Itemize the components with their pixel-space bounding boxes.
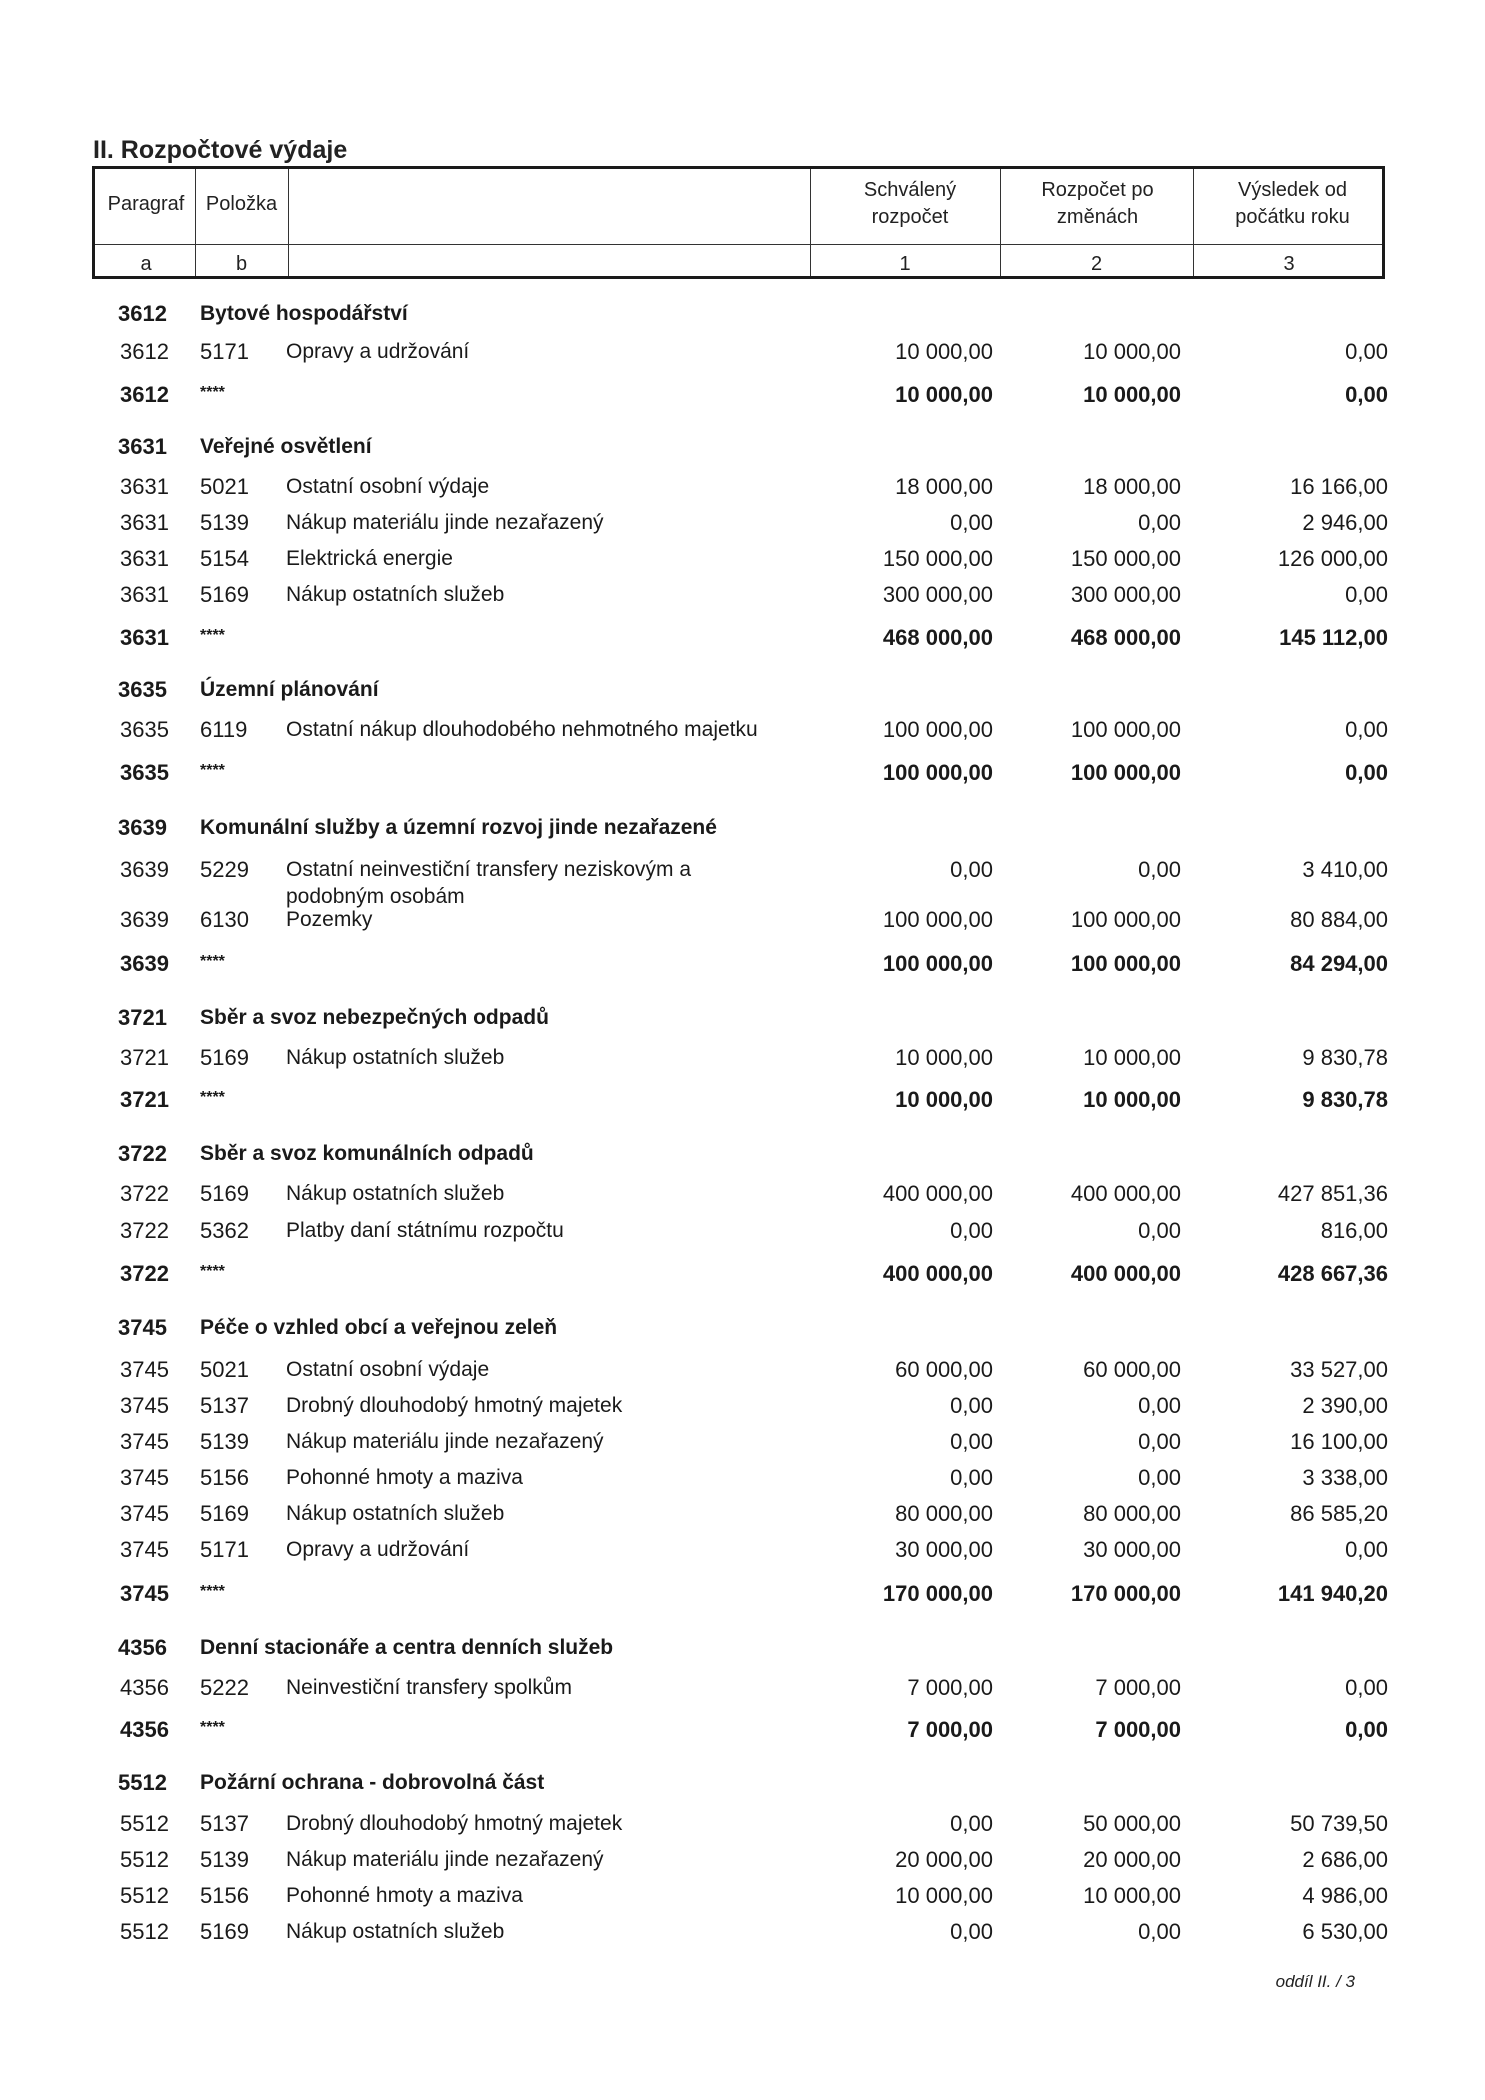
amended-budget-cell: 10 000,00	[1083, 1045, 1181, 1070]
total-row	[0, 377, 1485, 413]
group-title: Požární ochrana - dobrovolná část	[200, 1771, 545, 1794]
polozka-cell: ****	[200, 384, 225, 401]
total-row	[0, 1712, 1485, 1748]
ytd-result-cell: 16 166,00	[1290, 474, 1388, 499]
approved-budget-cell: 60 000,00	[895, 1357, 993, 1382]
item-description: Pohonné hmoty a maziva	[286, 1466, 523, 1489]
paragraf-cell: 5512	[120, 1847, 169, 1872]
ytd-result-cell: 0,00	[1345, 760, 1388, 785]
item-description: Pohonné hmoty a maziva	[286, 1884, 523, 1907]
paragraf-cell: 3745	[120, 1465, 169, 1490]
item-description: Opravy a udržování	[286, 1538, 470, 1561]
paragraf-cell: 3635	[120, 717, 169, 742]
polozka-cell: ****	[200, 762, 225, 779]
item-description: Nákup materiálu jinde nezařazený	[286, 1848, 604, 1871]
total-row	[0, 1082, 1485, 1118]
group-title: Péče o vzhled obcí a veřejnou zeleň	[200, 1316, 558, 1339]
total-row	[0, 1256, 1485, 1292]
approved-budget-cell: 100 000,00	[882, 907, 993, 932]
approved-budget-cell: 468 000,00	[882, 625, 993, 650]
approved-budget-cell: 100 000,00	[882, 951, 993, 976]
polozka-cell: ****	[200, 1263, 225, 1280]
approved-budget-cell: 20 000,00	[895, 1847, 993, 1872]
paragraf-cell: 3745	[120, 1501, 169, 1526]
approved-budget-cell: 80 000,00	[895, 1501, 993, 1526]
header-col3: Výsledek od počátku roku	[1235, 179, 1350, 228]
group-heading-row	[0, 1310, 1485, 1346]
paragraf-cell: 3745	[120, 1581, 169, 1606]
polozka-cell: 5169	[200, 1181, 249, 1206]
ytd-result-cell: 84 294,00	[1290, 951, 1388, 976]
amended-budget-cell: 0,00	[1138, 857, 1181, 882]
ytd-result-cell: 428 667,36	[1277, 1261, 1388, 1286]
polozka-cell: 5139	[200, 1429, 249, 1454]
approved-budget-cell: 10 000,00	[895, 382, 993, 407]
amended-budget-cell: 0,00	[1138, 1393, 1181, 1418]
header-idx-1: 1	[899, 253, 911, 275]
total-row	[0, 1576, 1485, 1612]
item-description: Elektrická energie	[286, 547, 453, 570]
amended-budget-cell: 7 000,00	[1095, 1675, 1181, 1700]
group-title: Sběr a svoz nebezpečných odpadů	[200, 1006, 549, 1029]
approved-budget-cell: 10 000,00	[895, 1087, 993, 1112]
paragraf-cell: 3631	[120, 582, 169, 607]
ytd-result-cell: 2 390,00	[1302, 1393, 1388, 1418]
ytd-result-cell: 0,00	[1345, 339, 1388, 364]
table-row	[0, 1388, 1485, 1424]
table-row	[0, 577, 1485, 613]
polozka-cell: 5137	[200, 1393, 249, 1418]
section-title: II. Rozpočtové výdaje	[93, 136, 348, 164]
group-title: Veřejné osvětlení	[200, 435, 372, 458]
table-row	[0, 1914, 1485, 1950]
polozka-cell: 5139	[200, 1847, 249, 1872]
amended-budget-cell: 0,00	[1138, 1919, 1181, 1944]
amended-budget-cell: 0,00	[1138, 1429, 1181, 1454]
approved-budget-cell: 0,00	[950, 1919, 993, 1944]
amended-budget-cell: 10 000,00	[1083, 339, 1181, 364]
ytd-result-cell: 2 946,00	[1302, 510, 1388, 535]
item-description: Nákup materiálu jinde nezařazený	[286, 1430, 604, 1453]
table-row	[0, 902, 1485, 938]
polozka-cell: ****	[200, 1583, 225, 1600]
approved-budget-cell: 7 000,00	[907, 1675, 993, 1700]
ytd-result-cell: 6 530,00	[1302, 1919, 1388, 1944]
table-row	[0, 541, 1485, 577]
table-row	[0, 505, 1485, 541]
item-description: Ostatní osobní výdaje	[286, 475, 490, 498]
group-heading-row	[0, 1000, 1485, 1036]
approved-budget-cell: 0,00	[950, 1393, 993, 1418]
polozka-cell: ****	[200, 953, 225, 970]
amended-budget-cell: 80 000,00	[1083, 1501, 1181, 1526]
paragraf-cell: 3639	[118, 815, 167, 840]
ytd-result-cell: 427 851,36	[1277, 1181, 1388, 1206]
paragraf-cell: 5512	[120, 1883, 169, 1908]
item-description: Drobný dlouhodobý hmotný majetek	[286, 1394, 623, 1417]
amended-budget-cell: 20 000,00	[1083, 1847, 1181, 1872]
amended-budget-cell: 10 000,00	[1083, 1087, 1181, 1112]
table-row	[0, 1806, 1485, 1842]
amended-budget-cell: 10 000,00	[1083, 382, 1181, 407]
approved-budget-cell: 170 000,00	[882, 1581, 993, 1606]
amended-budget-cell: 100 000,00	[1070, 951, 1181, 976]
group-title: Denní stacionáře a centra denních služeb	[200, 1636, 614, 1659]
amended-budget-cell: 0,00	[1138, 510, 1181, 535]
paragraf-cell: 4356	[118, 1635, 167, 1660]
paragraf-cell: 3631	[120, 474, 169, 499]
amended-budget-cell: 10 000,00	[1083, 1883, 1181, 1908]
ytd-result-cell: 145 112,00	[1279, 625, 1388, 650]
ytd-result-cell: 9 830,78	[1302, 1087, 1388, 1112]
amended-budget-cell: 100 000,00	[1070, 907, 1181, 932]
amended-budget-cell: 100 000,00	[1070, 760, 1181, 785]
amended-budget-cell: 30 000,00	[1083, 1537, 1181, 1562]
paragraf-cell: 3745	[120, 1357, 169, 1382]
table-row	[0, 712, 1485, 748]
polozka-cell: 5021	[200, 1357, 249, 1382]
polozka-cell: 5222	[200, 1675, 249, 1700]
polozka-cell: 5139	[200, 510, 249, 535]
group-heading-row	[0, 1630, 1485, 1666]
total-row	[0, 620, 1485, 656]
paragraf-cell: 3639	[120, 951, 169, 976]
ytd-result-cell: 86 585,20	[1290, 1501, 1388, 1526]
approved-budget-cell: 0,00	[950, 1465, 993, 1490]
amended-budget-cell: 18 000,00	[1083, 474, 1181, 499]
polozka-cell: 5169	[200, 1045, 249, 1070]
polozka-cell: 5137	[200, 1811, 249, 1836]
item-description: Opravy a udržování	[286, 340, 470, 363]
amended-budget-cell: 60 000,00	[1083, 1357, 1181, 1382]
paragraf-cell: 3722	[120, 1218, 169, 1243]
approved-budget-cell: 0,00	[950, 857, 993, 882]
group-heading-row	[0, 1765, 1485, 1801]
table-row	[0, 1670, 1485, 1706]
item-description: Ostatní osobní výdaje	[286, 1358, 490, 1381]
approved-budget-cell: 0,00	[950, 1218, 993, 1243]
table-row	[0, 334, 1485, 370]
table-row	[0, 1878, 1485, 1914]
header-idx-2: 2	[1090, 253, 1103, 275]
group-title: Územní plánování	[200, 678, 379, 701]
paragraf-cell: 3631	[120, 625, 169, 650]
group-heading-row	[0, 810, 1485, 846]
amended-budget-cell: 400 000,00	[1070, 1261, 1181, 1286]
approved-budget-cell: 0,00	[950, 1429, 993, 1454]
polozka-cell: 5169	[200, 582, 249, 607]
group-heading-row	[0, 1136, 1485, 1172]
paragraf-cell: 3639	[120, 857, 169, 882]
page-footer: oddíl II. / 3	[1275, 1972, 1355, 1991]
table-row	[0, 1424, 1485, 1460]
amended-budget-cell: 170 000,00	[1070, 1581, 1181, 1606]
ytd-result-cell: 16 100,00	[1290, 1429, 1388, 1454]
paragraf-cell: 3631	[120, 510, 169, 535]
paragraf-cell: 5512	[120, 1919, 169, 1944]
table-row	[0, 1176, 1485, 1212]
paragraf-cell: 3721	[120, 1087, 169, 1112]
amended-budget-cell: 7 000,00	[1095, 1717, 1181, 1742]
ytd-result-cell: 0,00	[1345, 382, 1388, 407]
paragraf-cell: 4356	[120, 1675, 169, 1700]
table-row	[0, 1496, 1485, 1532]
group-title: Sběr a svoz komunálních odpadů	[200, 1142, 534, 1165]
polozka-cell: 5171	[200, 1537, 249, 1562]
total-row	[0, 755, 1485, 791]
paragraf-cell: 3721	[120, 1045, 169, 1070]
ytd-result-cell: 0,00	[1345, 1675, 1388, 1700]
ytd-result-cell: 9 830,78	[1302, 1045, 1388, 1070]
ytd-result-cell: 0,00	[1345, 717, 1388, 742]
ytd-result-cell: 3 338,00	[1302, 1465, 1388, 1490]
ytd-result-cell: 0,00	[1345, 1537, 1388, 1562]
header-paragraf: Paragraf	[107, 193, 185, 215]
approved-budget-cell: 300 000,00	[882, 582, 993, 607]
paragraf-cell: 5512	[118, 1770, 167, 1795]
approved-budget-cell: 30 000,00	[895, 1537, 993, 1562]
paragraf-cell: 3635	[118, 677, 167, 702]
ytd-result-cell: 50 739,50	[1290, 1811, 1388, 1836]
ytd-result-cell: 80 884,00	[1290, 907, 1388, 932]
polozka-cell: ****	[200, 627, 225, 644]
amended-budget-cell: 150 000,00	[1070, 546, 1181, 571]
paragraf-cell: 5512	[120, 1811, 169, 1836]
paragraf-cell: 3631	[120, 546, 169, 571]
approved-budget-cell: 18 000,00	[895, 474, 993, 499]
approved-budget-cell: 400 000,00	[882, 1181, 993, 1206]
paragraf-cell: 3722	[120, 1181, 169, 1206]
item-description-line2: podobným osobám	[286, 885, 465, 908]
ytd-result-cell: 0,00	[1345, 1717, 1388, 1742]
polozka-cell: 5156	[200, 1465, 249, 1490]
group-title: Bytové hospodářství	[200, 302, 408, 325]
paragraf-cell: 3745	[118, 1315, 167, 1340]
paragraf-cell: 3631	[118, 434, 167, 459]
header-col1: Schválený rozpočet	[863, 179, 957, 228]
item-description: Platby daní státnímu rozpočtu	[286, 1219, 564, 1242]
ytd-result-cell: 3 410,00	[1302, 857, 1388, 882]
approved-budget-cell: 10 000,00	[895, 1045, 993, 1070]
polozka-cell: 5154	[200, 546, 249, 571]
approved-budget-cell: 400 000,00	[882, 1261, 993, 1286]
amended-budget-cell: 300 000,00	[1070, 582, 1181, 607]
table-row	[0, 469, 1485, 505]
amended-budget-cell: 100 000,00	[1070, 717, 1181, 742]
paragraf-cell: 3639	[120, 907, 169, 932]
header-idx-3: 3	[1283, 253, 1295, 275]
polozka-cell: 6130	[200, 907, 249, 932]
item-description: Nákup ostatních služeb	[286, 1182, 505, 1205]
table-row	[0, 1842, 1485, 1878]
group-heading-row	[0, 672, 1485, 708]
approved-budget-cell: 100 000,00	[882, 760, 993, 785]
table-row	[0, 1532, 1485, 1568]
approved-budget-cell: 150 000,00	[882, 546, 993, 571]
polozka-cell: 5229	[200, 857, 249, 882]
paragraf-cell: 3722	[120, 1261, 169, 1286]
approved-budget-cell: 0,00	[950, 1811, 993, 1836]
item-description: Nákup materiálu jinde nezařazený	[286, 511, 604, 534]
amended-budget-cell: 468 000,00	[1070, 625, 1181, 650]
polozka-cell: 6119	[200, 717, 248, 742]
header-col-divider	[288, 169, 289, 276]
item-description: Neinvestiční transfery spolkům	[286, 1676, 572, 1699]
group-title: Komunální služby a územní rozvoj jinde nezařazené	[200, 816, 717, 839]
polozka-cell: ****	[200, 1719, 225, 1736]
item-description: Ostatní nákup dlouhodobého nehmotného majetku	[286, 718, 758, 741]
ytd-result-cell: 141 940,20	[1277, 1581, 1388, 1606]
approved-budget-cell: 100 000,00	[882, 717, 993, 742]
item-description: Pozemky	[286, 908, 373, 931]
header-col2: Rozpočet po změnách	[1041, 179, 1154, 228]
approved-budget-cell: 10 000,00	[895, 1883, 993, 1908]
paragraf-cell: 3635	[120, 760, 169, 785]
item-description: Nákup ostatních služeb	[286, 1502, 505, 1525]
polozka-cell: 5021	[200, 474, 249, 499]
group-heading-row	[0, 429, 1485, 465]
paragraf-cell: 3612	[120, 339, 169, 364]
paragraf-cell: 4356	[120, 1717, 169, 1742]
polozka-cell: 5362	[200, 1218, 249, 1243]
item-description: Nákup ostatních služeb	[286, 583, 505, 606]
item-description: Nákup ostatních služeb	[286, 1046, 505, 1069]
polozka-cell: 5156	[200, 1883, 249, 1908]
approved-budget-cell: 7 000,00	[907, 1717, 993, 1742]
ytd-result-cell: 126 000,00	[1277, 546, 1388, 571]
amended-budget-cell: 0,00	[1138, 1465, 1181, 1490]
ytd-result-cell: 0,00	[1345, 582, 1388, 607]
amended-budget-cell: 400 000,00	[1070, 1181, 1181, 1206]
ytd-result-cell: 2 686,00	[1302, 1847, 1388, 1872]
table-row	[0, 852, 1485, 908]
table-header	[92, 166, 1385, 279]
group-heading-row	[0, 296, 1485, 332]
table-row	[0, 1460, 1485, 1496]
polozka-cell: ****	[200, 1089, 225, 1106]
paragraf-cell: 3745	[120, 1429, 169, 1454]
polozka-cell: 5169	[200, 1919, 249, 1944]
amended-budget-cell: 0,00	[1138, 1218, 1181, 1243]
paragraf-cell: 3612	[120, 382, 169, 407]
paragraf-cell: 3745	[120, 1537, 169, 1562]
item-description-line1: Ostatní neinvestiční transfery neziskovým a	[286, 858, 691, 881]
header-polozka: Položka	[205, 193, 278, 215]
paragraf-cell: 3612	[118, 301, 167, 326]
amended-budget-cell: 50 000,00	[1083, 1811, 1181, 1836]
header-idx-a: a	[140, 253, 152, 275]
paragraf-cell: 3722	[118, 1141, 167, 1166]
polozka-cell: 5169	[200, 1501, 249, 1526]
ytd-result-cell: 4 986,00	[1302, 1883, 1388, 1908]
total-row	[0, 946, 1485, 982]
table-row	[0, 1213, 1485, 1249]
polozka-cell: 5171	[200, 339, 249, 364]
item-description: Drobný dlouhodobý hmotný majetek	[286, 1812, 623, 1835]
paragraf-cell: 3745	[120, 1393, 169, 1418]
approved-budget-cell: 0,00	[950, 510, 993, 535]
header-idx-b: b	[235, 253, 248, 275]
ytd-result-cell: 816,00	[1320, 1218, 1388, 1243]
paragraf-cell: 3721	[118, 1005, 167, 1030]
approved-budget-cell: 10 000,00	[895, 339, 993, 364]
table-row	[0, 1040, 1485, 1076]
item-description: Nákup ostatních služeb	[286, 1920, 505, 1943]
ytd-result-cell: 33 527,00	[1290, 1357, 1388, 1382]
table-row	[0, 1352, 1485, 1388]
